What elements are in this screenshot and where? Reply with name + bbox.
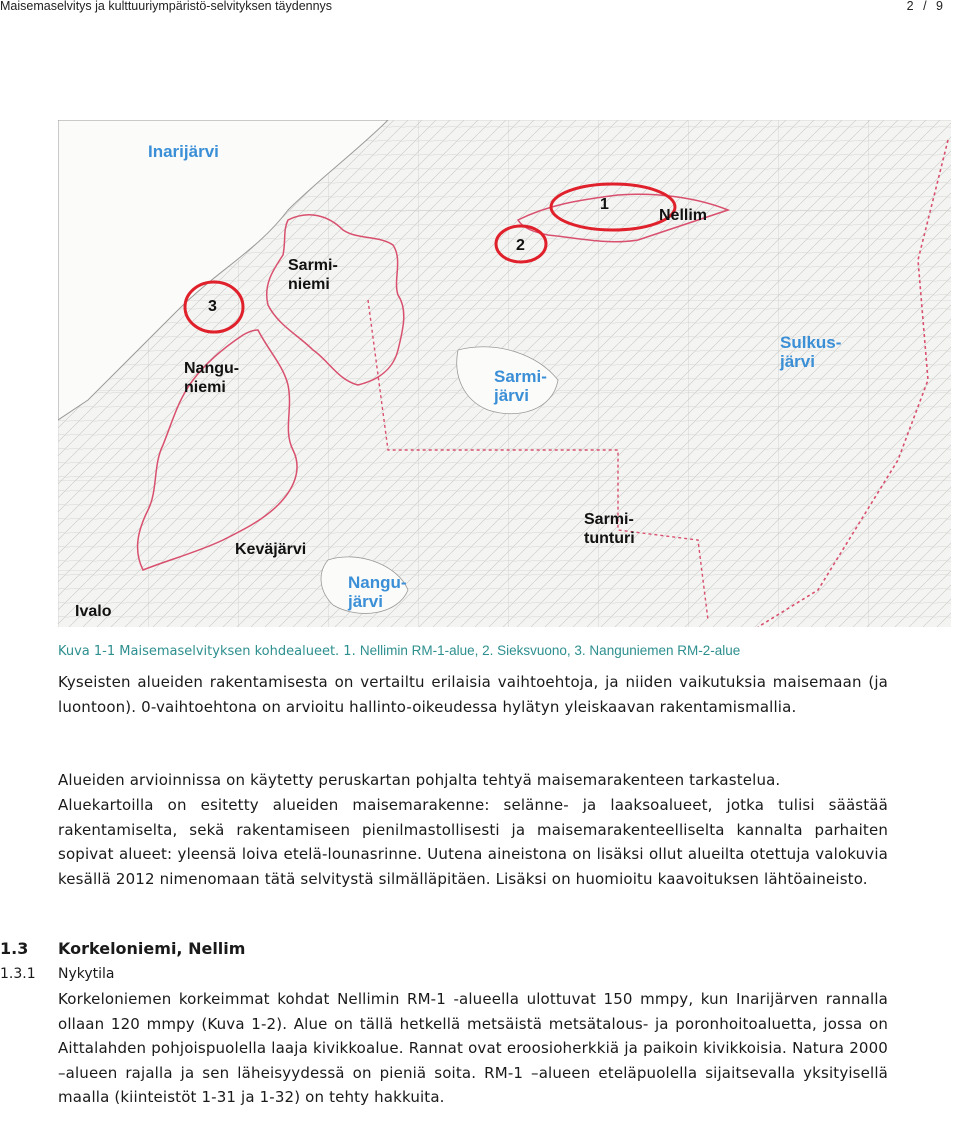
caption-part-2: Nellimin RM-1-alue, 2. Sieksvuono, 3. Nanguniemen RM-2-alue (359, 643, 741, 658)
paragraph-current-state: Korkeloniemen korkeimmat kohdat Nellimin RM-1 -alueella ulottuvat 150 mmpy, kun Inarijärven rannalla ollaan 120 mmpy (Kuva 1-2). Alue on tällä hetkellä metsäistä metsätalous- ja poronhoitoaluetta, jossa on Aittalahden pohjoispuolella laaja kivikkoalue. Rannat ovat eroosioherkkiä ja paikoin kivikkoisia. Natura 2000 –alueen rajalla ja sen läheisyydessä on pieniä soita. RM-1 –alueen eteläpuolella sijaitsevalla yksityisellä maalla (kiinteistöt 1-31 ja 1-32) on tehty hakkuita. (58, 990, 888, 1107)
document-title: Maisemaselvitys ja kulttuuriympäristö-selvityksen täydennys (0, 0, 333, 13)
section-number: 1.3 (0, 939, 29, 958)
label-sarminiemi: Sarmi- niemi (288, 257, 338, 293)
label-sarmijarvi: Sarmi- järvi (494, 367, 547, 405)
subsection-number: 1.3.1 (0, 966, 36, 982)
marker-2: 2 (516, 237, 525, 254)
paragraph-area-maps: Aluekartoilla on esitetty alueiden maisemarakenne: selänne- ja laaksoalueet, jotka tulisi säästää rakentamiselta, sekä rakentamiseen pienilmastollisesti ja maisemarakenteelliselta kannalta parhaiten sopivat alueet: yleensä loiva etelä-lounasrinne. Uutena aineistona on lisäksi ollut alueilta otettuja valokuvia kesällä 2012 nimenomaan tätä selvitystä silmälläpitäen. Lisäksi on huomioitu kaavoituksen lähtöaineisto. (58, 796, 888, 888)
label-sulkusjarvi: Sulkus- järvi (780, 333, 842, 371)
label-ivalo: Ivalo (75, 603, 112, 620)
label-inarijarvi: Inarijärvi (148, 142, 219, 161)
label-nellim: Nellim (659, 207, 708, 224)
label-sarmitunturi: Sarmi- tunturi (584, 511, 635, 547)
label-nangujarvi: Nangu- järvi (348, 573, 407, 611)
paragraph-assessment: Alueiden arvioinnissa on käytetty peruskartan pohjalta tehtyä maisemarakenteen tarkastelua. (58, 771, 781, 789)
label-nanguniemi: Nangu- niemi (184, 360, 240, 396)
marker-1: 1 (600, 196, 609, 213)
page-indicator: 2 / 9 (906, 0, 946, 13)
paragraph-alternatives: Kyseisten alueiden rakentamisesta on vertailtu erilaisia vaihtoehtoja, ja niiden vaikutuksia maisemaan (ja luontoon). 0-vaihtoehtona on arvioitu hallinto-oikeudessa hylätyn yleiskaavan rakentamismallia. (58, 673, 888, 716)
section-title: Korkeloniemi, Nellim (58, 939, 246, 958)
subsection-heading (0, 966, 115, 982)
section-heading (0, 939, 245, 958)
page-header (0, 0, 960, 14)
marker-3: 3 (208, 298, 217, 315)
subsection-title: Nykytila (58, 966, 115, 982)
label-kevajarvi: Keväjärvi (235, 541, 307, 558)
caption-part-1: Kuva 1-1 Maisemaselvityksen kohdealueet. 1. (58, 644, 360, 659)
map-figure (58, 120, 951, 627)
figure-caption (58, 643, 938, 659)
